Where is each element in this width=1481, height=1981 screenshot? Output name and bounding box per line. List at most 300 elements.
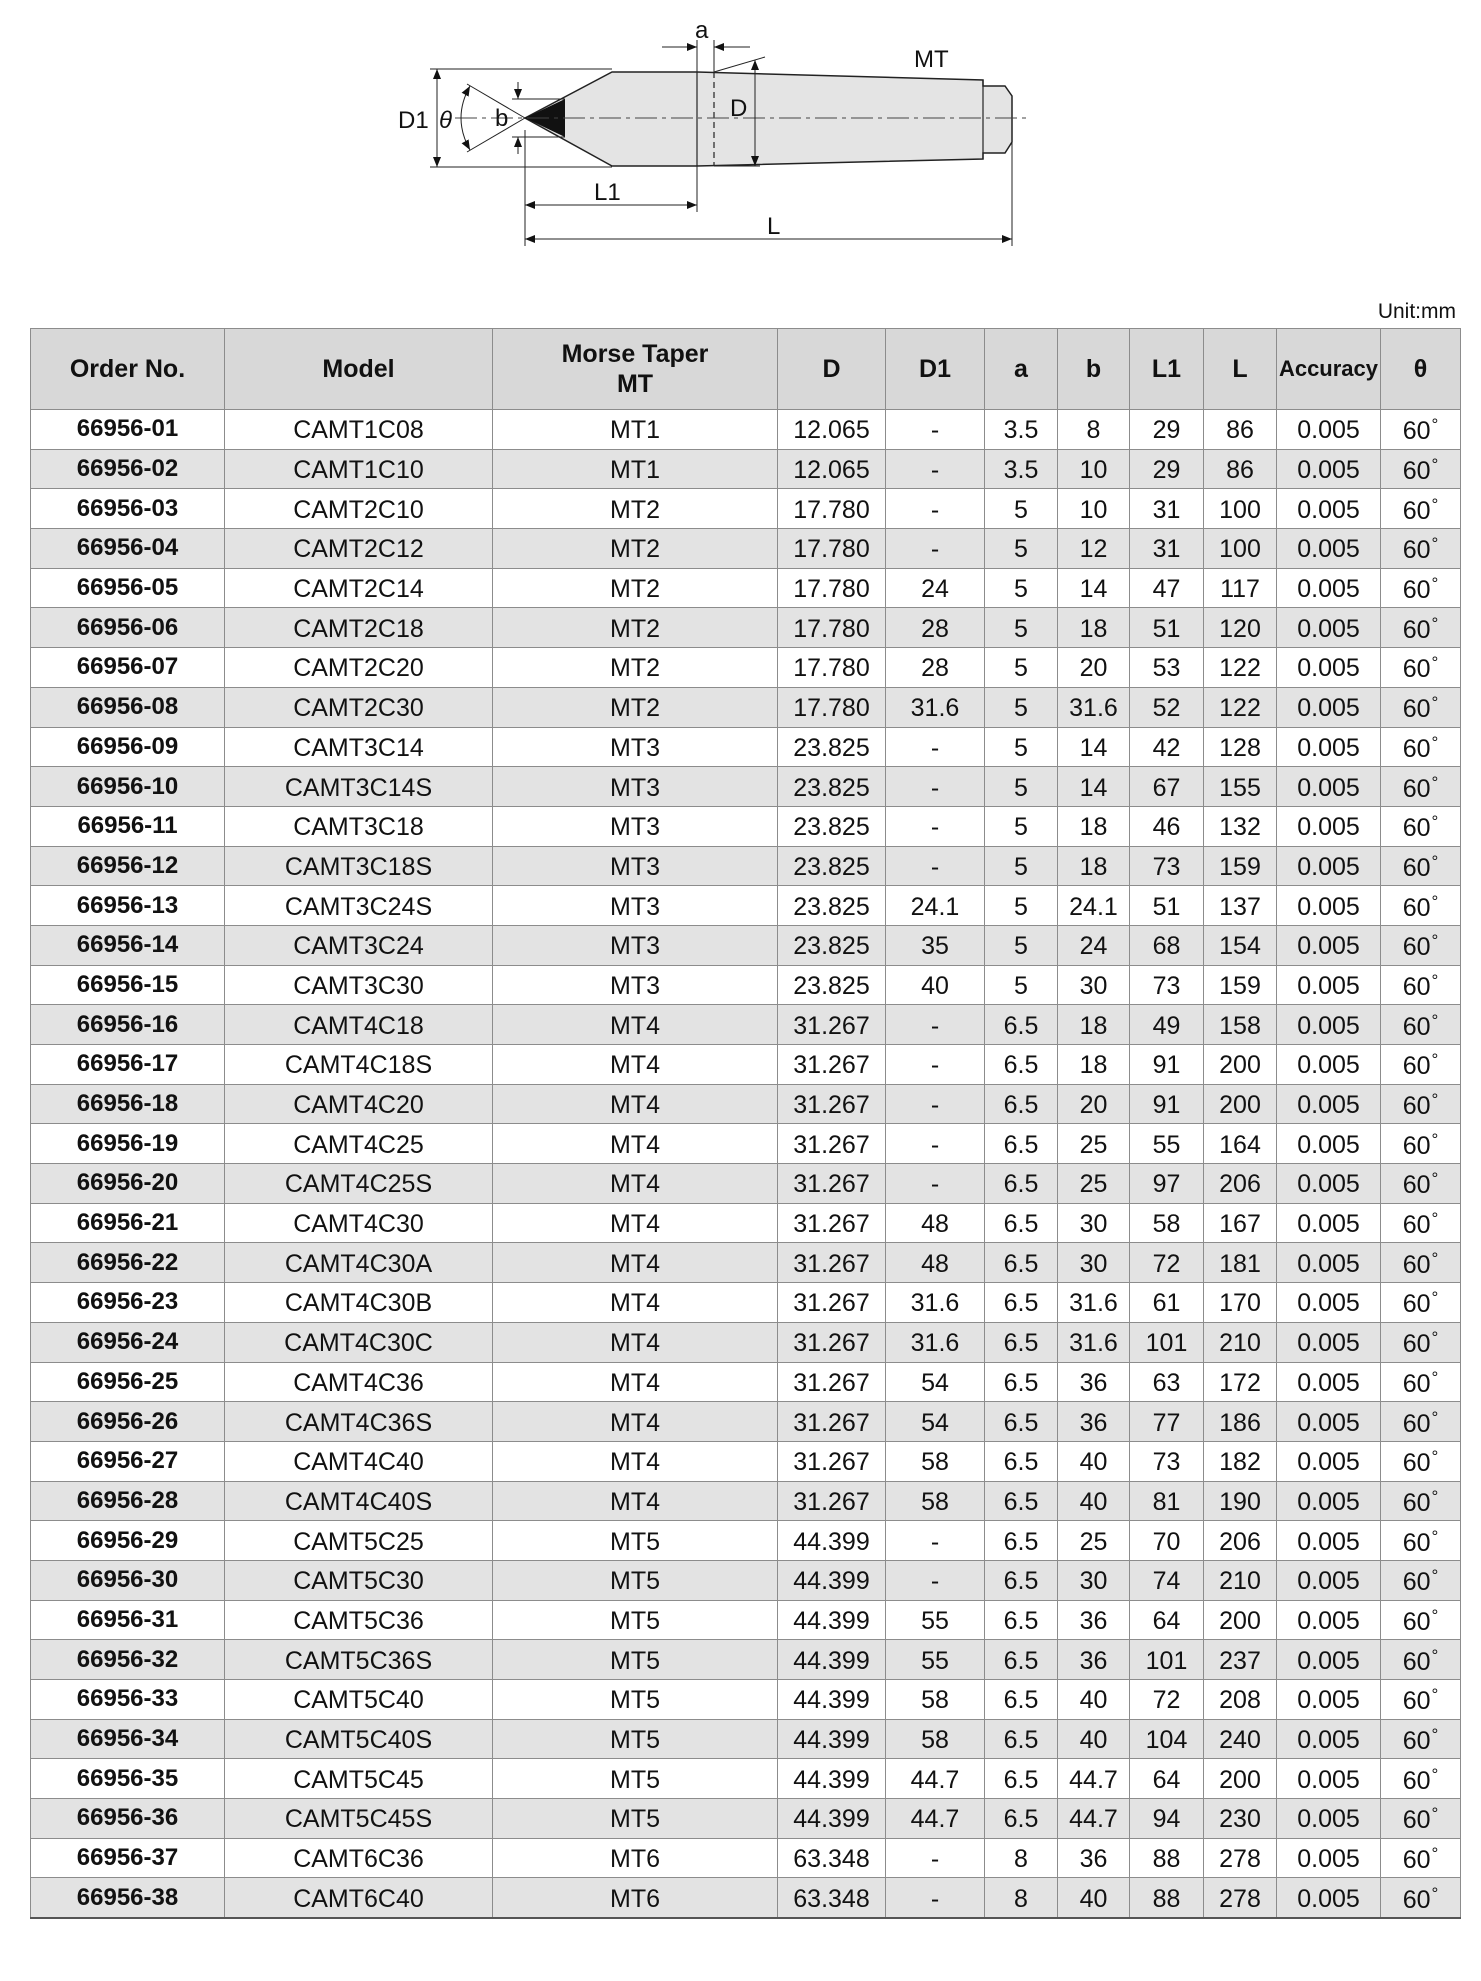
cell-l1: 73 xyxy=(1130,965,1204,1005)
cell-a: 5 xyxy=(985,886,1058,926)
header-model: Model xyxy=(225,329,493,410)
degree-symbol: ° xyxy=(1431,1050,1439,1070)
cell-theta-value: 60 xyxy=(1402,1012,1431,1041)
degree-symbol: ° xyxy=(1431,1407,1439,1427)
header-morse-taper xyxy=(493,329,778,410)
cell-theta-value: 60 xyxy=(1402,1885,1431,1914)
cell-d: 17.780 xyxy=(778,489,886,529)
cell-model: CAMT4C18S xyxy=(225,1045,493,1085)
header-d: D xyxy=(778,329,886,410)
cell-accuracy: 0.005 xyxy=(1277,1402,1381,1442)
cell-d1: - xyxy=(886,1084,985,1124)
cell-d1: 54 xyxy=(886,1362,985,1402)
cell-b: 40 xyxy=(1058,1719,1130,1759)
cell-theta xyxy=(1381,1560,1461,1600)
cell-model: CAMT3C14 xyxy=(225,727,493,767)
cell-d1: 28 xyxy=(886,608,985,648)
cell-d1: - xyxy=(886,449,985,489)
cell-l1: 61 xyxy=(1130,1283,1204,1323)
cell-d1: 54 xyxy=(886,1402,985,1442)
cell-d: 31.267 xyxy=(778,1005,886,1045)
cell-a: 6.5 xyxy=(985,1243,1058,1283)
cell-l1: 81 xyxy=(1130,1481,1204,1521)
cell-b: 44.7 xyxy=(1058,1799,1130,1839)
cell-morse-taper: MT3 xyxy=(493,767,778,807)
degree-symbol: ° xyxy=(1431,1883,1439,1903)
cell-order-no: 66956-09 xyxy=(31,727,225,767)
cell-theta-value: 60 xyxy=(1402,655,1431,684)
cell-l: 182 xyxy=(1204,1441,1277,1481)
cell-a: 6.5 xyxy=(985,1402,1058,1442)
cell-d: 31.267 xyxy=(778,1283,886,1323)
cell-theta-value: 60 xyxy=(1402,853,1431,882)
cell-order-no: 66956-25 xyxy=(31,1362,225,1402)
degree-symbol: ° xyxy=(1431,812,1439,832)
cell-d: 44.399 xyxy=(778,1759,886,1799)
cell-l: 155 xyxy=(1204,767,1277,807)
cell-b: 36 xyxy=(1058,1640,1130,1680)
cell-theta xyxy=(1381,1441,1461,1481)
cell-l: 208 xyxy=(1204,1680,1277,1720)
cell-a: 6.5 xyxy=(985,1203,1058,1243)
cell-l: 128 xyxy=(1204,727,1277,767)
cell-d: 23.825 xyxy=(778,965,886,1005)
cell-theta xyxy=(1381,489,1461,529)
cell-model: CAMT3C18S xyxy=(225,846,493,886)
cell-model: CAMT1C08 xyxy=(225,410,493,450)
cell-morse-taper: MT2 xyxy=(493,687,778,727)
cell-morse-taper: MT5 xyxy=(493,1719,778,1759)
cell-d: 17.780 xyxy=(778,687,886,727)
header-morse-line2: MT xyxy=(616,370,654,398)
cell-theta-value: 60 xyxy=(1402,933,1431,962)
cell-accuracy: 0.005 xyxy=(1277,1441,1381,1481)
table-row xyxy=(31,1878,1461,1918)
cell-morse-taper: MT5 xyxy=(493,1560,778,1600)
table-row xyxy=(31,925,1461,965)
table-row xyxy=(31,1005,1461,1045)
cell-d: 44.399 xyxy=(778,1799,886,1839)
header-row xyxy=(31,329,1461,410)
cell-morse-taper: MT4 xyxy=(493,1124,778,1164)
cell-morse-taper: MT2 xyxy=(493,568,778,608)
cell-model: CAMT2C20 xyxy=(225,648,493,688)
cell-accuracy: 0.005 xyxy=(1277,449,1381,489)
label-d1: D1 xyxy=(398,107,429,134)
cell-l: 200 xyxy=(1204,1045,1277,1085)
cell-l: 159 xyxy=(1204,965,1277,1005)
cell-a: 5 xyxy=(985,687,1058,727)
cell-d1: 31.6 xyxy=(886,1283,985,1323)
cell-theta-value: 60 xyxy=(1402,1846,1431,1875)
cell-accuracy: 0.005 xyxy=(1277,1362,1381,1402)
cell-l1: 64 xyxy=(1130,1759,1204,1799)
cell-model: CAMT5C45 xyxy=(225,1759,493,1799)
degree-symbol: ° xyxy=(1431,1685,1439,1705)
cell-a: 6.5 xyxy=(985,1600,1058,1640)
cell-l: 120 xyxy=(1204,608,1277,648)
cell-order-no: 66956-23 xyxy=(31,1283,225,1323)
degree-symbol: ° xyxy=(1431,455,1439,475)
cell-theta xyxy=(1381,1322,1461,1362)
cell-morse-taper: MT5 xyxy=(493,1521,778,1561)
cell-order-no: 66956-07 xyxy=(31,648,225,688)
cell-theta-value: 60 xyxy=(1402,496,1431,525)
header-theta: θ xyxy=(1381,329,1461,410)
cell-a: 6.5 xyxy=(985,1362,1058,1402)
table-row xyxy=(31,1719,1461,1759)
table-row xyxy=(31,1759,1461,1799)
cell-order-no: 66956-28 xyxy=(31,1481,225,1521)
cell-morse-taper: MT4 xyxy=(493,1362,778,1402)
cell-model: CAMT4C30B xyxy=(225,1283,493,1323)
cell-l: 206 xyxy=(1204,1164,1277,1204)
table-row xyxy=(31,1600,1461,1640)
cell-accuracy: 0.005 xyxy=(1277,608,1381,648)
cell-model: CAMT6C36 xyxy=(225,1838,493,1878)
cell-order-no: 66956-33 xyxy=(31,1680,225,1720)
cell-theta xyxy=(1381,767,1461,807)
cell-d: 17.780 xyxy=(778,529,886,569)
cell-a: 5 xyxy=(985,925,1058,965)
cell-b: 40 xyxy=(1058,1680,1130,1720)
cell-theta xyxy=(1381,1084,1461,1124)
cell-theta-value: 60 xyxy=(1402,615,1431,644)
cell-d1: 58 xyxy=(886,1719,985,1759)
cell-morse-taper: MT3 xyxy=(493,965,778,1005)
cell-order-no: 66956-24 xyxy=(31,1322,225,1362)
cell-theta xyxy=(1381,1680,1461,1720)
cell-accuracy: 0.005 xyxy=(1277,687,1381,727)
cell-d: 17.780 xyxy=(778,648,886,688)
cell-order-no: 66956-32 xyxy=(31,1640,225,1680)
cell-morse-taper: MT5 xyxy=(493,1680,778,1720)
cell-l: 137 xyxy=(1204,886,1277,926)
cell-accuracy: 0.005 xyxy=(1277,1680,1381,1720)
cell-theta xyxy=(1381,1164,1461,1204)
degree-symbol: ° xyxy=(1431,1010,1439,1030)
cell-d1: - xyxy=(886,846,985,886)
cell-d: 12.065 xyxy=(778,410,886,450)
cell-model: CAMT4C20 xyxy=(225,1084,493,1124)
cell-a: 6.5 xyxy=(985,1481,1058,1521)
degree-symbol: ° xyxy=(1431,1566,1439,1586)
dimension-diagram xyxy=(0,0,1100,250)
cell-accuracy: 0.005 xyxy=(1277,886,1381,926)
cell-l1: 51 xyxy=(1130,608,1204,648)
cell-accuracy: 0.005 xyxy=(1277,648,1381,688)
cell-model: CAMT5C40S xyxy=(225,1719,493,1759)
header-order-no: Order No. xyxy=(31,329,225,410)
cell-d: 23.825 xyxy=(778,846,886,886)
cell-d: 31.267 xyxy=(778,1481,886,1521)
cell-order-no: 66956-30 xyxy=(31,1560,225,1600)
cell-d: 31.267 xyxy=(778,1164,886,1204)
cell-theta xyxy=(1381,1362,1461,1402)
cell-model: CAMT4C25S xyxy=(225,1164,493,1204)
cell-morse-taper: MT2 xyxy=(493,489,778,529)
cell-morse-taper: MT3 xyxy=(493,806,778,846)
cell-accuracy: 0.005 xyxy=(1277,489,1381,529)
spec-table xyxy=(30,328,1461,1919)
label-b: b xyxy=(495,105,509,132)
cell-l1: 70 xyxy=(1130,1521,1204,1561)
cell-order-no: 66956-34 xyxy=(31,1719,225,1759)
cell-a: 6.5 xyxy=(985,1124,1058,1164)
cell-d: 31.267 xyxy=(778,1322,886,1362)
cell-b: 18 xyxy=(1058,806,1130,846)
cell-accuracy: 0.005 xyxy=(1277,1759,1381,1799)
degree-symbol: ° xyxy=(1431,1844,1439,1864)
cell-accuracy: 0.005 xyxy=(1277,1719,1381,1759)
cell-order-no: 66956-01 xyxy=(31,410,225,450)
cell-l1: 47 xyxy=(1130,568,1204,608)
cell-l1: 49 xyxy=(1130,1005,1204,1045)
cell-accuracy: 0.005 xyxy=(1277,1481,1381,1521)
cell-l1: 29 xyxy=(1130,449,1204,489)
cell-theta-value: 60 xyxy=(1402,1488,1431,1517)
cell-d1: 55 xyxy=(886,1640,985,1680)
cell-d: 31.267 xyxy=(778,1243,886,1283)
cell-l: 170 xyxy=(1204,1283,1277,1323)
cell-morse-taper: MT4 xyxy=(493,1084,778,1124)
cell-order-no: 66956-03 xyxy=(31,489,225,529)
cell-d1: 58 xyxy=(886,1680,985,1720)
cell-morse-taper: MT4 xyxy=(493,1322,778,1362)
cell-a: 5 xyxy=(985,568,1058,608)
cell-d1: 31.6 xyxy=(886,1322,985,1362)
cell-theta-value: 60 xyxy=(1402,576,1431,605)
cell-a: 6.5 xyxy=(985,1005,1058,1045)
cell-d: 31.267 xyxy=(778,1045,886,1085)
cell-b: 24.1 xyxy=(1058,886,1130,926)
cell-model: CAMT5C36 xyxy=(225,1600,493,1640)
table-row xyxy=(31,1402,1461,1442)
cell-b: 36 xyxy=(1058,1362,1130,1402)
cell-b: 18 xyxy=(1058,1045,1130,1085)
cell-d1: 40 xyxy=(886,965,985,1005)
cell-morse-taper: MT3 xyxy=(493,846,778,886)
table-row xyxy=(31,1362,1461,1402)
cell-d: 12.065 xyxy=(778,449,886,489)
cell-theta xyxy=(1381,925,1461,965)
cell-d1: - xyxy=(886,489,985,529)
cell-accuracy: 0.005 xyxy=(1277,1799,1381,1839)
cell-model: CAMT5C30 xyxy=(225,1560,493,1600)
cell-d1: 44.7 xyxy=(886,1759,985,1799)
cell-theta xyxy=(1381,1878,1461,1918)
cell-theta-value: 60 xyxy=(1402,1528,1431,1557)
cell-accuracy: 0.005 xyxy=(1277,410,1381,450)
cell-d1: - xyxy=(886,1124,985,1164)
table-row xyxy=(31,1680,1461,1720)
cell-order-no: 66956-10 xyxy=(31,767,225,807)
cell-morse-taper: MT4 xyxy=(493,1203,778,1243)
cell-theta xyxy=(1381,1402,1461,1442)
cell-d1: - xyxy=(886,410,985,450)
cell-b: 18 xyxy=(1058,608,1130,648)
cell-theta xyxy=(1381,965,1461,1005)
cell-b: 25 xyxy=(1058,1164,1130,1204)
degree-symbol: ° xyxy=(1431,1526,1439,1546)
degree-symbol: ° xyxy=(1431,1169,1439,1189)
cell-a: 6.5 xyxy=(985,1521,1058,1561)
cell-a: 8 xyxy=(985,1878,1058,1918)
table-row xyxy=(31,1243,1461,1283)
degree-symbol: ° xyxy=(1431,653,1439,673)
cell-d1: - xyxy=(886,529,985,569)
cell-l: 86 xyxy=(1204,449,1277,489)
cell-morse-taper: MT4 xyxy=(493,1164,778,1204)
cell-theta xyxy=(1381,1640,1461,1680)
cell-l: 132 xyxy=(1204,806,1277,846)
cell-theta xyxy=(1381,1799,1461,1839)
table-row xyxy=(31,1441,1461,1481)
cell-l: 100 xyxy=(1204,529,1277,569)
cell-theta xyxy=(1381,568,1461,608)
header-l1: L1 xyxy=(1130,329,1204,410)
cell-accuracy: 0.005 xyxy=(1277,1084,1381,1124)
table-row xyxy=(31,767,1461,807)
cell-theta xyxy=(1381,846,1461,886)
cell-d1: 48 xyxy=(886,1203,985,1243)
table-row xyxy=(31,1799,1461,1839)
cell-a: 6.5 xyxy=(985,1045,1058,1085)
cell-a: 6.5 xyxy=(985,1759,1058,1799)
cell-theta xyxy=(1381,1203,1461,1243)
cell-a: 6.5 xyxy=(985,1322,1058,1362)
cell-order-no: 66956-13 xyxy=(31,886,225,926)
unit-label: Unit:mm xyxy=(1377,300,1456,323)
cell-l1: 64 xyxy=(1130,1600,1204,1640)
cell-theta-value: 60 xyxy=(1402,1727,1431,1756)
cell-d: 31.267 xyxy=(778,1203,886,1243)
cell-theta-value: 60 xyxy=(1402,1171,1431,1200)
cell-theta xyxy=(1381,1521,1461,1561)
cell-model: CAMT4C30 xyxy=(225,1203,493,1243)
cell-theta-value: 60 xyxy=(1402,774,1431,803)
cell-morse-taper: MT5 xyxy=(493,1640,778,1680)
label-a: a xyxy=(695,17,709,44)
cell-l: 86 xyxy=(1204,410,1277,450)
degree-symbol: ° xyxy=(1431,891,1439,911)
cell-theta-value: 60 xyxy=(1402,1369,1431,1398)
cell-order-no: 66956-21 xyxy=(31,1203,225,1243)
table-row xyxy=(31,727,1461,767)
cell-model: CAMT4C25 xyxy=(225,1124,493,1164)
cell-accuracy: 0.005 xyxy=(1277,1322,1381,1362)
cell-b: 36 xyxy=(1058,1402,1130,1442)
cell-l1: 53 xyxy=(1130,648,1204,688)
cell-model: CAMT3C24S xyxy=(225,886,493,926)
cell-theta xyxy=(1381,1045,1461,1085)
cell-d1: - xyxy=(886,1521,985,1561)
cell-a: 5 xyxy=(985,529,1058,569)
cell-order-no: 66956-20 xyxy=(31,1164,225,1204)
cell-theta xyxy=(1381,1838,1461,1878)
table-row xyxy=(31,1124,1461,1164)
cell-l: 122 xyxy=(1204,687,1277,727)
cell-d1: - xyxy=(886,806,985,846)
table-row xyxy=(31,1045,1461,1085)
degree-symbol: ° xyxy=(1431,1129,1439,1149)
cell-theta xyxy=(1381,449,1461,489)
cell-model: CAMT5C45S xyxy=(225,1799,493,1839)
cell-order-no: 66956-22 xyxy=(31,1243,225,1283)
cell-accuracy: 0.005 xyxy=(1277,965,1381,1005)
header-accuracy: Accuracy xyxy=(1277,329,1381,410)
cell-morse-taper: MT1 xyxy=(493,410,778,450)
cell-l1: 91 xyxy=(1130,1045,1204,1085)
table-row xyxy=(31,886,1461,926)
cell-morse-taper: MT2 xyxy=(493,648,778,688)
cell-theta-value: 60 xyxy=(1402,1607,1431,1636)
degree-symbol: ° xyxy=(1431,574,1439,594)
degree-symbol: ° xyxy=(1431,494,1439,514)
cell-l1: 42 xyxy=(1130,727,1204,767)
cell-accuracy: 0.005 xyxy=(1277,1243,1381,1283)
cell-d: 44.399 xyxy=(778,1560,886,1600)
cell-l1: 52 xyxy=(1130,687,1204,727)
cell-accuracy: 0.005 xyxy=(1277,925,1381,965)
cell-d: 44.399 xyxy=(778,1680,886,1720)
label-d: D xyxy=(730,95,748,122)
cell-d1: - xyxy=(886,1878,985,1918)
cell-d: 63.348 xyxy=(778,1878,886,1918)
table-row xyxy=(31,965,1461,1005)
cell-b: 18 xyxy=(1058,1005,1130,1045)
cell-l1: 101 xyxy=(1130,1322,1204,1362)
cell-l1: 104 xyxy=(1130,1719,1204,1759)
cell-b: 36 xyxy=(1058,1600,1130,1640)
degree-symbol: ° xyxy=(1431,1447,1439,1467)
table-row xyxy=(31,1481,1461,1521)
cell-morse-taper: MT4 xyxy=(493,1243,778,1283)
table-row xyxy=(31,1560,1461,1600)
cell-l: 200 xyxy=(1204,1084,1277,1124)
cell-l1: 72 xyxy=(1130,1680,1204,1720)
cell-a: 6.5 xyxy=(985,1164,1058,1204)
cell-d1: 55 xyxy=(886,1600,985,1640)
cell-order-no: 66956-14 xyxy=(31,925,225,965)
cell-accuracy: 0.005 xyxy=(1277,1878,1381,1918)
table-row xyxy=(31,410,1461,450)
cell-accuracy: 0.005 xyxy=(1277,1164,1381,1204)
cell-accuracy: 0.005 xyxy=(1277,1560,1381,1600)
label-l1: L1 xyxy=(594,179,621,206)
cell-d1: - xyxy=(886,1005,985,1045)
degree-symbol: ° xyxy=(1431,1288,1439,1308)
cell-model: CAMT4C36S xyxy=(225,1402,493,1442)
cell-order-no: 66956-18 xyxy=(31,1084,225,1124)
cell-model: CAMT4C40 xyxy=(225,1441,493,1481)
cell-theta xyxy=(1381,648,1461,688)
cell-l: 278 xyxy=(1204,1838,1277,1878)
cell-theta-value: 60 xyxy=(1402,734,1431,763)
cell-theta xyxy=(1381,1005,1461,1045)
cell-b: 10 xyxy=(1058,449,1130,489)
cell-d1: - xyxy=(886,1560,985,1600)
cell-b: 10 xyxy=(1058,489,1130,529)
cell-theta-value: 60 xyxy=(1402,1806,1431,1835)
cell-morse-taper: MT3 xyxy=(493,727,778,767)
cell-order-no: 66956-06 xyxy=(31,608,225,648)
degree-symbol: ° xyxy=(1431,613,1439,633)
cell-l1: 58 xyxy=(1130,1203,1204,1243)
cell-l: 186 xyxy=(1204,1402,1277,1442)
cell-model: CAMT4C30A xyxy=(225,1243,493,1283)
cell-l: 172 xyxy=(1204,1362,1277,1402)
